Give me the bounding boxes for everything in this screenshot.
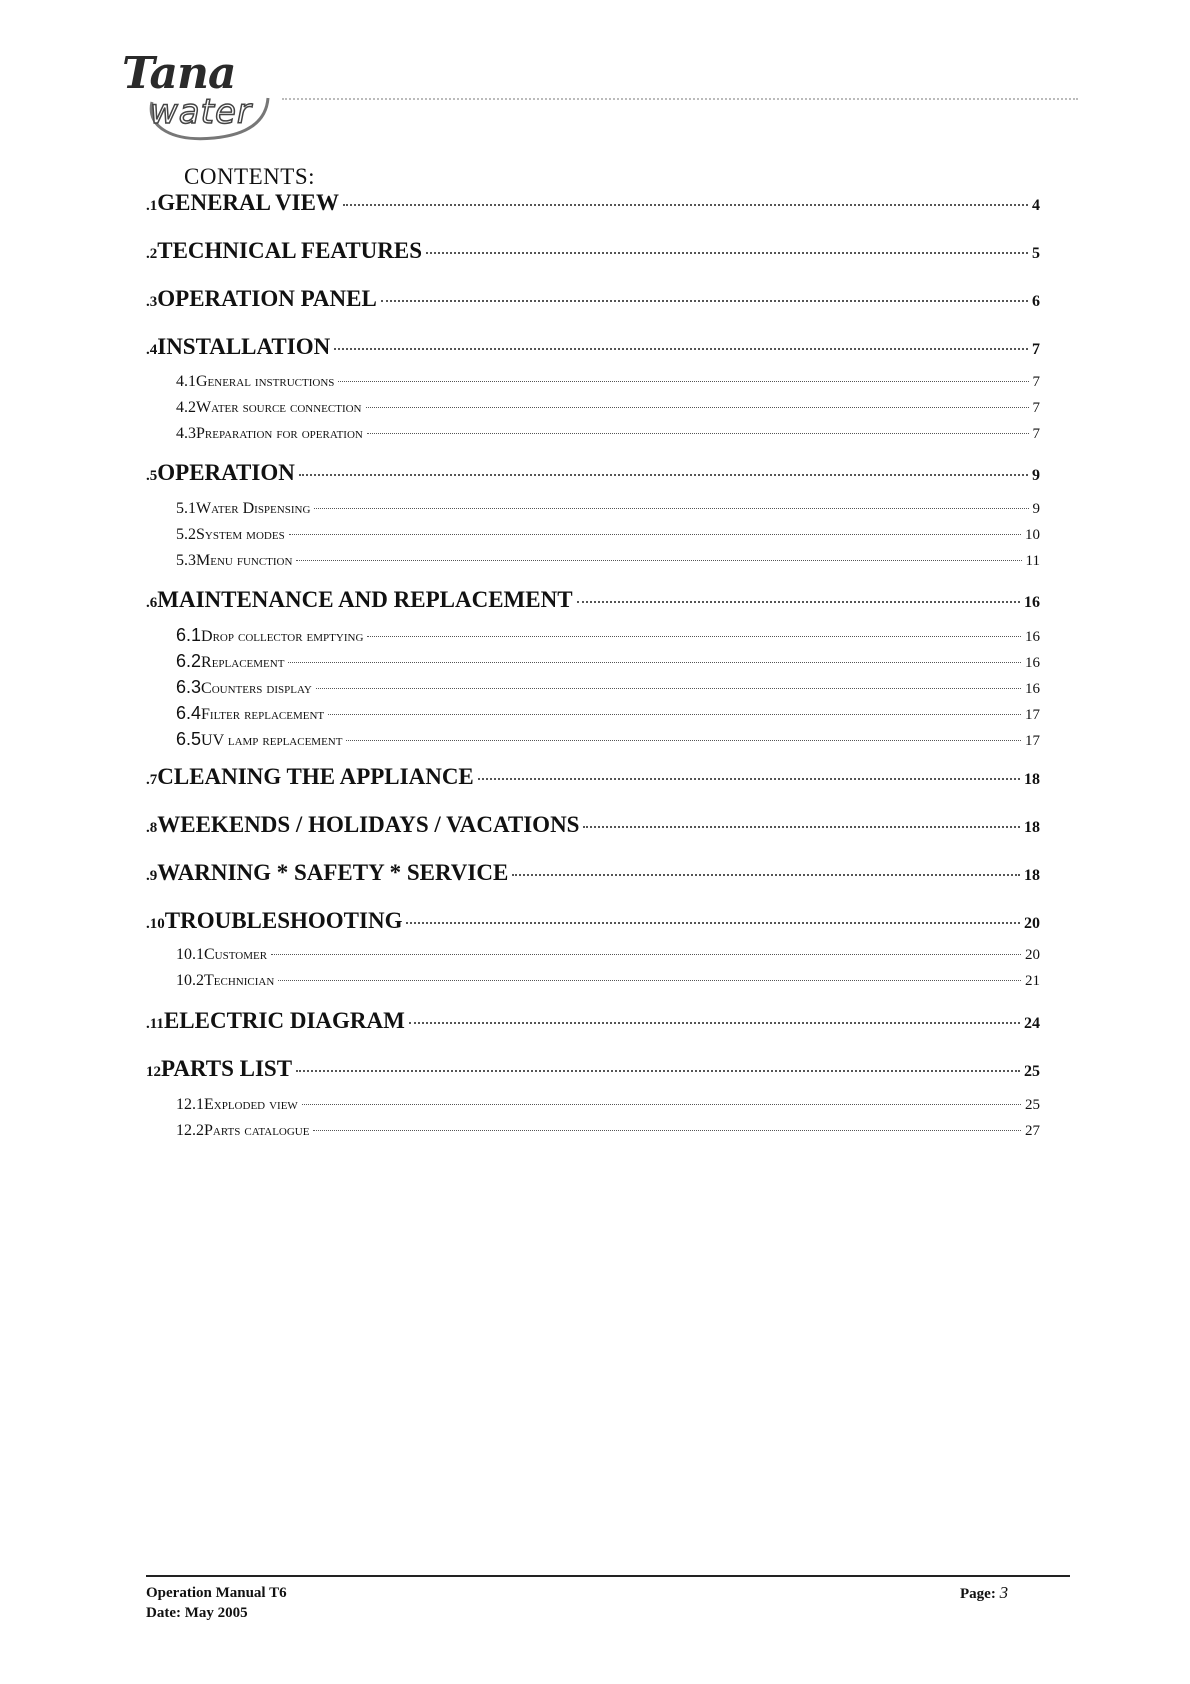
toc-entry-number: .9	[146, 868, 158, 884]
toc-dot-leader	[313, 1130, 1021, 1131]
footer-page-label: Page:	[960, 1586, 996, 1602]
toc-dot-leader	[366, 407, 1029, 408]
toc-entry-page: 20	[1024, 915, 1040, 932]
toc-entry-page: 10	[1025, 527, 1040, 543]
toc-dot-leader	[577, 601, 1020, 603]
toc-entry[interactable]	[176, 651, 1040, 672]
toc-entry[interactable]	[146, 764, 1040, 790]
toc-entry[interactable]	[146, 238, 1040, 264]
toc-entry-label: 5.3Menu function	[176, 552, 293, 569]
logo-bottom-word: water	[150, 92, 252, 132]
footer-page	[960, 1583, 1008, 1603]
footer-page-number: 3	[999, 1583, 1009, 1602]
toc-entry[interactable]	[176, 946, 1040, 964]
toc-entry[interactable]	[176, 552, 1040, 570]
footer-rule	[146, 1575, 1070, 1577]
toc-entry-page: 20	[1025, 947, 1040, 963]
toc-dot-leader	[409, 1022, 1020, 1024]
toc-entry-page: 16	[1025, 629, 1040, 645]
toc-entry[interactable]	[146, 908, 1040, 934]
toc-entry-label: MAINTENANCE AND REPLACEMENT	[157, 587, 573, 612]
toc-entry-page: 21	[1025, 973, 1040, 989]
toc-entry-label: 4.2Water source connection	[176, 399, 362, 416]
toc-dot-leader	[338, 381, 1028, 382]
toc-entry[interactable]	[176, 425, 1040, 443]
toc-entry[interactable]	[146, 1056, 1040, 1082]
toc-entry-page: 27	[1025, 1123, 1040, 1139]
toc-entry[interactable]	[146, 812, 1040, 838]
toc-entry-label: 5.1Water Dispensing	[176, 500, 311, 517]
toc-entry-page: 7	[1032, 374, 1040, 390]
toc-entry-number: 6.3	[176, 677, 202, 697]
toc-entry-number: .8	[146, 820, 158, 836]
toc-entry-label: 12.2Parts catalogue	[176, 1122, 310, 1139]
toc-entry-number: .11	[146, 1016, 164, 1032]
toc-entry-label: TROUBLESHOOTING	[164, 908, 403, 933]
toc-entry[interactable]	[146, 286, 1040, 312]
toc-entry-number: .4	[146, 342, 158, 358]
toc-entry-label: TECHNICAL FEATURES	[157, 238, 423, 263]
toc-entry[interactable]	[176, 1096, 1040, 1114]
toc-entry-number: 12	[146, 1064, 161, 1080]
toc-entry-label: WARNING * SAFETY * SERVICE	[157, 860, 509, 885]
toc-entry-page: 7	[1032, 426, 1040, 442]
toc-entry-label: INSTALLATION	[157, 334, 331, 359]
toc-entry-number: .3	[146, 294, 158, 310]
header-rule	[282, 98, 1078, 100]
toc-entry[interactable]	[146, 190, 1040, 216]
toc-entry[interactable]	[146, 1008, 1040, 1034]
logo-top-word: Tana	[122, 48, 236, 99]
toc-entry-label: 12.1Exploded view	[176, 1096, 298, 1113]
toc-entry-label: Drop collector emptying	[201, 628, 364, 645]
toc-dot-leader	[299, 474, 1028, 476]
toc-entry-page: 7	[1032, 341, 1040, 358]
toc-dot-leader	[328, 714, 1021, 715]
toc-entry-number: .5	[146, 468, 158, 484]
toc-entry-label: CLEANING THE APPLIANCE	[157, 764, 474, 789]
toc-entry-number: .1	[146, 198, 158, 214]
toc-entry-label: 10.2Technician	[176, 972, 275, 989]
tana-water-logo	[118, 48, 288, 148]
toc-entry-number: 6.2	[176, 651, 202, 671]
toc-entry-page: 25	[1025, 1097, 1040, 1113]
toc-dot-leader	[406, 922, 1020, 924]
toc-dot-leader	[302, 1104, 1021, 1105]
toc-entry[interactable]	[176, 1122, 1040, 1140]
toc-entry-page: 9	[1032, 501, 1040, 517]
toc-entry-page: 16	[1025, 655, 1040, 671]
toc-dot-leader	[426, 252, 1028, 254]
toc-entry-page: 9	[1032, 467, 1040, 484]
toc-entry[interactable]	[176, 625, 1040, 646]
toc-entry-label: Filter replacement	[201, 706, 325, 723]
toc-entry[interactable]	[176, 972, 1040, 990]
toc-entry-page: 4	[1032, 197, 1040, 214]
toc-entry-number: .10	[146, 916, 165, 932]
toc-entry-page: 17	[1025, 733, 1040, 749]
toc-dot-leader	[314, 508, 1028, 509]
toc-entry[interactable]	[176, 703, 1040, 724]
toc-dot-leader	[346, 740, 1021, 741]
toc-dot-leader	[381, 300, 1028, 302]
toc-entry-page: 5	[1032, 245, 1040, 262]
toc-entry-label: OPERATION PANEL	[157, 286, 377, 311]
footer-date: Date: May 2005	[146, 1605, 248, 1621]
toc-dot-leader	[367, 433, 1029, 434]
toc-entry[interactable]	[176, 500, 1040, 518]
toc-entry-label: GENERAL VIEW	[157, 190, 339, 215]
toc-entry-label: 10.1Customer	[176, 946, 268, 963]
toc-entry-label: 4.3Preparation for operation	[176, 425, 363, 442]
toc-dot-leader	[316, 688, 1021, 689]
toc-entry-label: 5.2System modes	[176, 526, 285, 543]
toc-entry[interactable]	[176, 399, 1040, 417]
toc-entry-label: UV lamp replacement	[201, 732, 343, 749]
toc-entry[interactable]	[146, 334, 1040, 360]
toc-entry[interactable]	[176, 526, 1040, 544]
toc-dot-leader	[334, 348, 1028, 350]
toc-entry[interactable]	[176, 677, 1040, 698]
toc-entry[interactable]	[176, 729, 1040, 750]
toc-entry-page: 17	[1025, 707, 1040, 723]
toc-entry[interactable]	[146, 460, 1040, 486]
toc-entry-number: 6.5	[176, 729, 202, 749]
toc-entry-label: Counters display	[201, 680, 312, 697]
contents-title: CONTENTS:	[184, 164, 315, 189]
toc-dot-leader	[289, 534, 1021, 535]
toc-entry-label: PARTS LIST	[161, 1056, 293, 1081]
toc-entry-page: 25	[1024, 1063, 1040, 1080]
toc-entry-page: 7	[1032, 400, 1040, 416]
toc-entry-number: 6.1	[176, 625, 202, 645]
footer-manual-title: Operation Manual T6	[146, 1585, 287, 1601]
toc-entry-page: 11	[1025, 553, 1040, 569]
toc-entry-page: 18	[1024, 771, 1040, 788]
toc-entry-number: .7	[146, 772, 158, 788]
toc-entry[interactable]	[176, 373, 1040, 391]
toc-entry-page: 18	[1024, 867, 1040, 884]
toc-entry[interactable]	[146, 860, 1040, 886]
toc-dot-leader	[343, 204, 1028, 206]
toc-entry-label: 4.1General instructions	[176, 373, 335, 390]
toc-entry-label: WEEKENDS / HOLIDAYS / VACATIONS	[157, 812, 580, 837]
toc-entry[interactable]	[146, 587, 1040, 613]
toc-dot-leader	[512, 874, 1020, 876]
toc-dot-leader	[271, 954, 1021, 955]
toc-entry-number: .2	[146, 246, 158, 262]
toc-dot-leader	[478, 778, 1020, 780]
toc-dot-leader	[296, 560, 1021, 561]
toc-entry-page: 16	[1025, 681, 1040, 697]
toc-dot-leader	[583, 826, 1020, 828]
toc-dot-leader	[296, 1070, 1020, 1072]
footer-left	[146, 1583, 287, 1623]
toc-entry-label: Replacement	[201, 654, 285, 671]
toc-entry-label: ELECTRIC DIAGRAM	[163, 1008, 405, 1033]
toc-entry-number: .6	[146, 595, 158, 611]
toc-dot-leader	[288, 662, 1021, 663]
toc-entry-page: 6	[1032, 293, 1040, 310]
toc-entry-page: 16	[1024, 594, 1040, 611]
toc-entry-number: 6.4	[176, 703, 202, 723]
toc-dot-leader	[278, 980, 1021, 981]
toc-entry-label: OPERATION	[157, 460, 295, 485]
toc-dot-leader	[367, 636, 1021, 637]
toc-entry-page: 24	[1024, 1015, 1040, 1032]
toc-entry-page: 18	[1024, 819, 1040, 836]
